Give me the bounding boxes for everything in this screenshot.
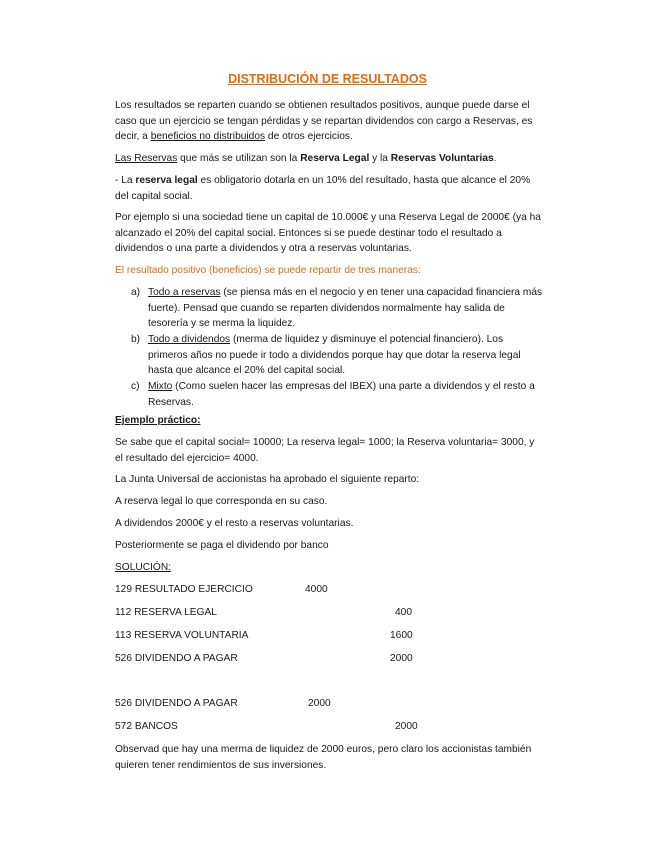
list-marker: a) (131, 287, 141, 298)
a-reserva-text: A reserva legal lo que corresponda en su caso. (115, 496, 328, 507)
reserva-legal-term: reserva legal (135, 175, 198, 186)
reservas-text-1: que más se utilizan son la (177, 153, 301, 164)
legal-text-2: es obligatorio dotarla en un 10% del resultado, hasta que alcance el 20% del capital social. (115, 175, 531, 202)
list-item-body: (Como suelen hacer las empresas del IBEX) una parte a dividendos y el resto a Reservas. (148, 381, 535, 408)
observad-paragraph: Observad que hay una merma de liquidez de 2000 euros, pero claro los accionistas también quieren tener rendimientos de sus inversiones. (115, 744, 532, 771)
journal-amount: 2000 (308, 698, 331, 709)
reservas-voluntarias-bold: Reservas Voluntarias (390, 153, 494, 164)
journal-row (115, 605, 435, 621)
journal-account: 129 RESULTADO EJERCICIO (115, 584, 253, 595)
journal-account: 112 RESERVA LEGAL (115, 607, 217, 618)
practico-text: Se sabe que el capital social= 10000; La reserva legal= 1000; la Reserva voluntaria= 3000, y el resultado del ejercicio= 4000. (115, 437, 535, 464)
reservas-text-3: . (493, 153, 497, 164)
journal-row (115, 582, 435, 598)
journal-amount: 400 (395, 607, 412, 618)
document-title: DISTRIBUCIÓN DE RESULTADOS (228, 72, 427, 86)
intro-text-1: Los resultados se reparten cuando se obtienen resultados positivos, aunque puede darse el caso que un ejercicio se tengan pérdidas y se repartan dividendos con cargo a Reservas, es decir, a (115, 100, 533, 142)
reservas-underlined: Las Reservas (115, 153, 178, 164)
ejemplo-intro-paragraph: Por ejemplo si una sociedad tiene un capital de 10.000€ y una Reserva Legal de 2000€ (ya ha alcanzado el 20% del capital social. Entonces si se puede destinar todo el resultado a dividendos o una parte a dividendos y otra a reservas voluntarias. (115, 212, 541, 254)
maneras-heading: El resultado positivo (beneficios) se puede repartir de tres maneras: (115, 265, 421, 276)
journal-account: 526 DIVIDENDO A PAGAR (115, 698, 238, 709)
legal-text-1: - La (115, 175, 136, 186)
journal-account: 526 DIVIDENDO A PAGAR (115, 653, 238, 664)
journal-row (115, 651, 435, 667)
list-item-text (148, 332, 545, 379)
legal-paragraph (115, 173, 545, 204)
journal-row (115, 696, 435, 712)
reservas-paragraph (115, 151, 545, 167)
list-item-title: Todo a reservas (148, 287, 221, 298)
journal-row (115, 628, 435, 644)
journal-account: 113 RESERVA VOLUNTARIA (115, 630, 249, 641)
list-item-body: (merma de liquidez y disminuye el potencial financiero). Los primeros años no puede ir todo a dividendos porque hay que dotar la reserva legal hasta que alcance el 20% del capital social. (148, 334, 521, 376)
list-marker: c) (131, 381, 140, 392)
list-item-text (148, 379, 545, 410)
journal-row (115, 719, 435, 735)
list-item-title: Todo a dividendos (148, 334, 231, 345)
journal-account: 572 BANCOS (115, 721, 178, 732)
a-dividendos-text: A dividendos 2000€ y el resto a reservas voluntarias. (115, 518, 354, 529)
journal-amount: 4000 (305, 584, 328, 595)
junta-text: La Junta Universal de accionistas ha aprobado el siguiente reparto: (115, 474, 420, 485)
journal-amount: 2000 (395, 721, 418, 732)
intro-paragraph (115, 98, 545, 145)
list-item-title: Mixto (148, 381, 173, 392)
reserva-legal-bold: Reserva Legal (300, 153, 370, 164)
list-item-text (148, 285, 545, 332)
journal-amount: 1600 (390, 630, 413, 641)
list-marker: b) (131, 334, 141, 345)
beneficios-link-text: beneficios no distribuidos (150, 131, 266, 142)
practico-heading: Ejemplo práctico: (115, 415, 201, 426)
list-item-body: (se piensa más en el negocio y en tener una capacidad financiera más fuerte). Pensad que cuando se reparten dividendos normalmente hay salida de tesorería y se merma la liquidez. (148, 287, 543, 329)
journal-amount: 2000 (390, 653, 413, 664)
intro-text-2: de otros ejercicios. (265, 131, 353, 142)
posterior-text: Posteriormente se paga el dividendo por banco (115, 540, 329, 551)
reservas-text-2: y la (369, 153, 391, 164)
solucion-heading: SOLUCIÓN: (115, 562, 172, 573)
